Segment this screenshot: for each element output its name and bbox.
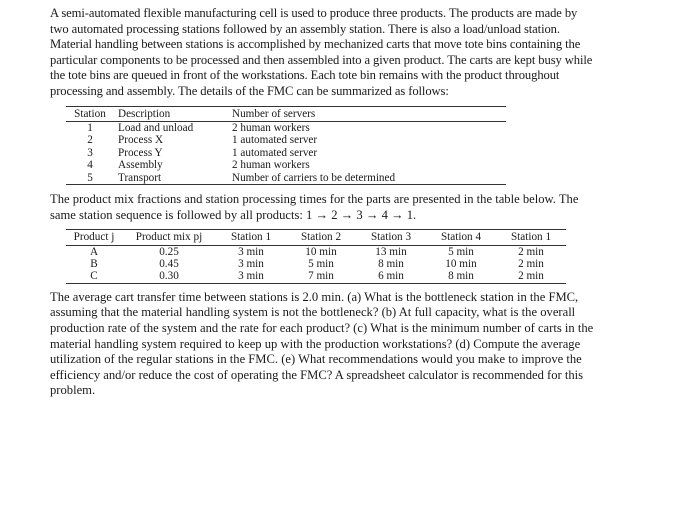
header-station-1-return: Station 1 [496, 230, 566, 245]
time-station-4: 8 min [426, 270, 496, 283]
time-station-1: 3 min [238, 258, 264, 270]
product-name: B [90, 258, 98, 270]
table-row [66, 134, 506, 146]
table-row [66, 147, 506, 159]
header-mix: Product mix pj [122, 230, 216, 245]
header-description: Description [118, 106, 232, 121]
product-name: A [89, 245, 99, 258]
header-station-1: Station 1 [216, 230, 286, 245]
time-station-1: 3 min [238, 245, 264, 258]
station-table [66, 106, 506, 185]
time-station-3: 8 min [378, 258, 404, 270]
time-station-1-return: 2 min [496, 270, 566, 283]
time-station-1: 3 min [216, 270, 286, 283]
header-station-3: Station 3 [356, 230, 426, 245]
product-mix: 0.45 [159, 258, 179, 270]
product-table [66, 229, 566, 284]
table-row [66, 159, 506, 171]
station-servers: Number of carriers to be determined [232, 172, 506, 185]
table-row [66, 121, 506, 134]
station-description: Process X [118, 134, 164, 147]
product-mix-paragraph: The product mix fractions and station processing times for the parts are presented in the table below. The same station sequence is followed by all products: 1 → 2 → 3 → 4 → 1. [50, 192, 579, 222]
station-servers: 1 automated server [232, 134, 318, 147]
station-description: Process Y [118, 146, 163, 159]
station-description: Load and unload [118, 121, 194, 134]
station-description: Transport [118, 172, 232, 185]
station-description: Assembly [118, 159, 163, 172]
time-station-4: 5 min [448, 245, 474, 258]
time-station-2: 7 min [286, 270, 356, 283]
header-station: Station [66, 106, 118, 121]
product-table-header [66, 230, 566, 245]
time-station-1-return: 2 min [518, 245, 544, 258]
table-row [66, 245, 566, 258]
station-number: 4 [87, 159, 93, 172]
problem-document [50, 6, 595, 399]
table-row [66, 270, 566, 283]
time-station-2: 5 min [308, 258, 334, 270]
station-servers: 1 automated server [232, 146, 318, 159]
header-station-4: Station 4 [426, 230, 496, 245]
intro-paragraph: A semi-automated flexible manufacturing cell is used to produce three products. The products are made by two automated processing stations followed by an assembly station. There is also a load/unload station. Material handling between stations is accomplished by mechanized carts that move tote bins containing the particular components to be processed and then assembled into a given product. The carts are kept busy while the tote bins are queued in front of the workstations. Each tote bin remains with the product throughout processing and assembly. The details of the FMC can be summarized as follows: [50, 6, 593, 98]
time-station-1-return: 2 min [518, 258, 544, 270]
station-number: 1 [87, 121, 93, 134]
product-mix: 0.25 [159, 245, 179, 258]
station-number: 2 [87, 134, 93, 147]
time-station-3: 13 min [375, 245, 407, 258]
station-number: 5 [66, 172, 118, 185]
station-number: 3 [87, 146, 93, 159]
time-station-3: 6 min [356, 270, 426, 283]
station-servers: 2 human workers [232, 121, 310, 134]
product-name: C [66, 270, 122, 283]
table-row [66, 258, 566, 270]
time-station-4: 10 min [445, 258, 477, 270]
header-product: Product j [66, 230, 122, 245]
table-row [66, 172, 506, 185]
station-table-header [66, 106, 506, 121]
question-paragraph: The average cart transfer time between stations is 2.0 min. (a) What is the bottleneck station in the FMC, assuming that the material handling system is not the bottleneck? (b) At full capacity, what is the overall production rate of the system and the rate for each product? (c) What is the minimum number of carts in the material handling system required to keep up with the production workstations? (d) Compute the average utilization of the regular stations in the FMC. (e) What recommendations would you make to improve the efficiency and/or reduce the cost of operating the FMC? A spreadsheet calculator is recommended for this problem. [50, 289, 594, 398]
station-servers: 2 human workers [232, 159, 310, 172]
product-mix: 0.30 [122, 270, 216, 283]
header-servers: Number of servers [232, 106, 506, 121]
header-station-2: Station 2 [286, 230, 356, 245]
time-station-2: 10 min [305, 245, 337, 258]
